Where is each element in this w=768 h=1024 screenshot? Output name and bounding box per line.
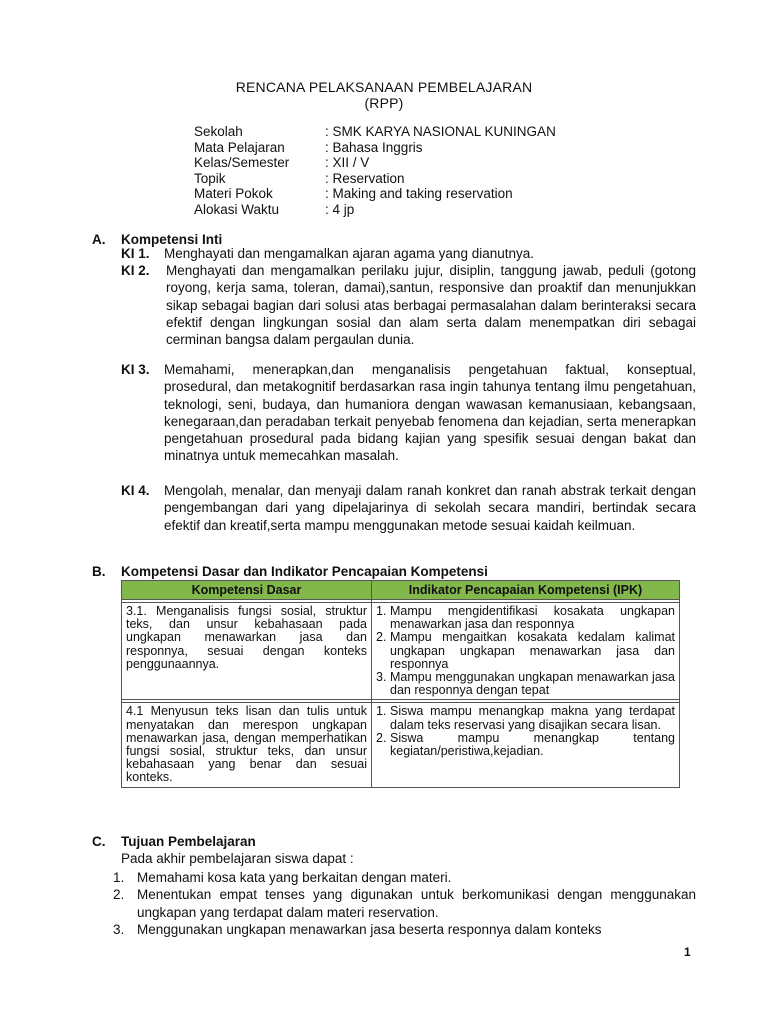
ki-text: Menghayati dan mengamalkan ajaran agama yang dianutnya.: [164, 246, 534, 261]
info-row: [194, 202, 556, 218]
section-letter: B.: [92, 564, 106, 579]
ipk-num: 3.: [376, 670, 387, 685]
table-row: [122, 703, 680, 787]
kd-cell: 4.1 Menyusun teks lisan dan tulis untuk menyatakan dan merespon ungkapan menawarkan jasa, dengan memperhatikan fungsi sosial, struktur teks, dan unsur kebahasaan yang benar dan sesuai konteks.: [122, 703, 372, 787]
info-row: [194, 186, 556, 202]
goal-num: 2.: [113, 887, 125, 903]
info-row: [194, 124, 556, 140]
info-label: Kelas/Semester: [194, 155, 290, 171]
ipk-text: Mampu mengaitkan kosakata kedalam kalimat ungkapan ungkapan menawarkan jasa dan responnya: [390, 630, 675, 671]
section-letter: A.: [92, 232, 106, 247]
section-title: Tujuan Pembelajaran: [121, 834, 256, 849]
identity-block: [194, 124, 556, 218]
info-label: Alokasi Waktu: [194, 201, 280, 217]
ipk-num: 1.: [376, 704, 387, 719]
info-label: Sekolah: [194, 124, 243, 139]
ki-text: Memahami, menerapkan,dan menganalisis pengetahuan faktual, konseptual, prosedural, dan metakognitif berdasarkan rasa ingin tahunya tentang ilmu pengetahuan, teknologi, seni, budaya, dan humaniora dengan wawasan kemanusiaan, kebangsaan, kenegaraan,dan peradaban terkait penyebab fenomena dan kejadian, serta menerapkan pengetahuan prosedural pada bidang kajian yang spesifik sesuai dengan bakat dan minatnya untuk memecahkan masalah.: [164, 362, 696, 464]
table-header-ipk: Indikator Pencapaian Kompetensi (IPK): [372, 581, 680, 600]
tujuan-intro: Pada akhir pembelajaran siswa dapat :: [121, 851, 354, 866]
ki-item: [121, 245, 696, 262]
kd-cell: 3.1. Menganalisis fungsi sosial, struktur teks, dan unsur kebahasaan pada ungkapan menawarkan jasa dan responnya, sesuai dengan konteks penggunaannya.: [122, 603, 372, 700]
ki-item: [121, 262, 696, 348]
document-title: RENCANA PELAKSANAAN PEMBELAJARAN: [235, 79, 533, 95]
ipk-num: 2.: [376, 730, 387, 745]
section-c-heading: [92, 834, 256, 849]
info-label: Materi Pokok: [194, 186, 273, 202]
section-letter: C.: [92, 834, 106, 849]
info-label: Mata Pelajaran: [194, 139, 285, 155]
ipk-cell: [372, 703, 680, 787]
info-row: [194, 171, 556, 187]
goal-text: Menentukan empat tenses yang digunakan untuk berkomunikasi dengan menggunakan ungkapan yang terdapat dalam materi reservation.: [137, 887, 696, 920]
document-subtitle: (RPP): [364, 95, 404, 111]
info-value: : Bahasa Inggris: [325, 139, 423, 155]
table-header-kd: Kompetensi Dasar: [122, 581, 372, 600]
ipk-item: [376, 671, 675, 697]
section-b-heading: [92, 564, 488, 579]
info-value: : XII / V: [325, 155, 370, 171]
ki-label: KI 4.: [121, 483, 150, 498]
ipk-text: Mampu mengidentifikasi kosakata ungkapan menawarkan jasa dan responnya: [390, 604, 675, 632]
info-row: [194, 155, 556, 171]
goal-text: Menggunakan ungkapan menawarkan jasa beserta responnya dalam konteks: [137, 921, 602, 937]
ki-label: KI 1.: [121, 246, 150, 261]
ki-item: [121, 361, 696, 465]
ki-text: Menghayati dan mengamalkan perilaku jujur, disiplin, tanggung jawab, peduli (gotong royong, kerja sama, toleran, damai),santun, responsive dan proaktif dan menunjukkan sikap sebagai bagian dari solusi atas berbagai permasalahan dalam berinteraksi secara efektif dengan lingkungan sosial dan alam serta dalam menempatkan diri sebagai cerminan bangsa dalam pergaulan dunia.: [166, 263, 696, 348]
goal-num: 1.: [113, 870, 125, 885]
ki-text: Mengolah, menalar, dan menyaji dalam ranah konkret dan ranah abstrak terkait dengan pengembangan dari yang dipelajarinya di sekolah secara mandiri, bertindak secara efektif dan kreatif,serta mampu menggunakan metode sesuai kaidah keilmuan.: [164, 483, 696, 533]
ipk-text: Mampu menggunakan ungkapan menawarkan jasa dan responnya dengan tepat: [390, 670, 675, 698]
list-item: [113, 886, 696, 921]
ki-item: [121, 482, 696, 534]
ipk-item: [376, 605, 675, 631]
ipk-num: 2.: [376, 630, 387, 645]
goal-num: 3.: [113, 921, 125, 937]
ki-label: KI 3.: [121, 362, 150, 377]
ki-label: KI 2.: [121, 263, 150, 278]
list-item: [113, 869, 696, 886]
page-number: 1: [684, 945, 691, 959]
info-label: Topik: [194, 170, 226, 186]
ipk-item: [376, 732, 675, 758]
ipk-text: Siswa mampu menangkap makna yang terdapat dalam teks reservasi yang disajikan secara lisan.: [390, 704, 675, 732]
goal-text: Memahami kosa kata yang berkaitan dengan materi.: [137, 870, 452, 885]
info-value: : Making and taking reservation: [325, 186, 513, 202]
ipk-item: [376, 631, 675, 671]
info-value: : SMK KARYA NASIONAL KUNINGAN: [325, 124, 556, 139]
ipk-item: [376, 705, 675, 731]
tujuan-list: [113, 869, 696, 938]
ipk-num: 1.: [376, 604, 387, 618]
ipk-text: Siswa mampu menangkap tentang kegiatan/peristiwa,kejadian.: [390, 730, 675, 759]
info-value: : Reservation: [325, 170, 405, 186]
list-item: [113, 921, 696, 938]
section-title: Kompetensi Dasar dan Indikator Pencapaian Kompetensi: [121, 564, 488, 579]
section-title: Kompetensi Inti: [121, 232, 223, 247]
info-value: : 4 jp: [325, 201, 355, 217]
ipk-cell: [372, 603, 680, 700]
table-row: [122, 603, 680, 700]
competency-table: [121, 580, 680, 788]
info-row: [194, 140, 556, 156]
table-header-row: [122, 581, 680, 600]
